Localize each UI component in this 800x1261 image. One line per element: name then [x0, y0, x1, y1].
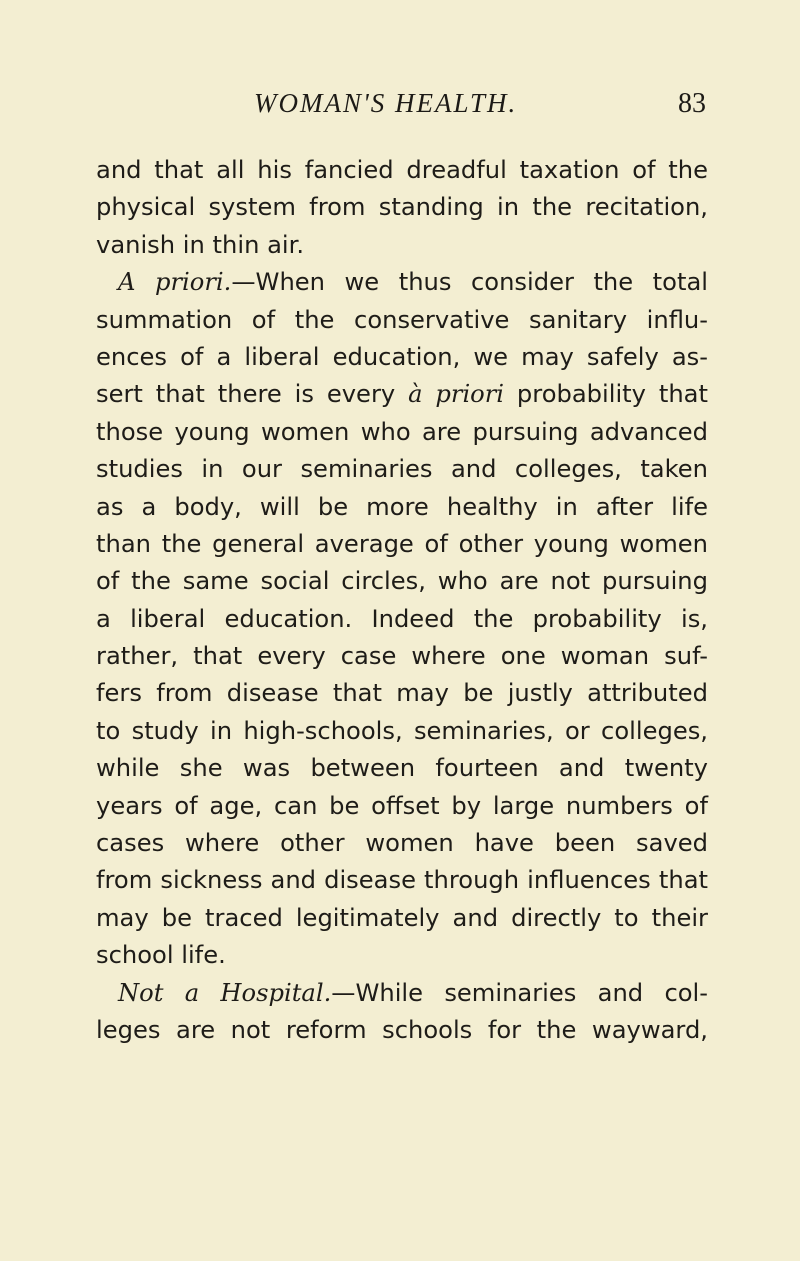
text-line: and that all his fancied dreadful taxation of the	[96, 156, 708, 184]
text-line: from sickness and disease through influences that	[96, 866, 708, 895]
text-line: rather, that every case where one woman suf-	[96, 642, 708, 671]
text-line: to study in high-schools, seminaries, or colleges,	[96, 716, 708, 745]
text-line: while she was between fourteen and twenty	[96, 754, 708, 783]
text-line: those young women who are pursuing advanced	[96, 417, 708, 446]
text-line-with-italic	[96, 376, 708, 413]
text-run: While seminaries and col-	[355, 978, 708, 1007]
paragraph-first-line	[96, 264, 708, 301]
text-line: a liberal education. Indeed the probability is,	[96, 604, 708, 633]
section-heading: Not a Hospital.	[118, 978, 332, 1007]
page-number: 83	[678, 88, 706, 119]
text-run: sert that there is every	[96, 380, 409, 409]
text-run: probability that	[504, 380, 708, 409]
text-line: as a body, will be more healthy in after life	[96, 492, 708, 521]
text-line: leges are not reform schools for the wayward,	[96, 1015, 708, 1044]
text-line: school life.	[96, 941, 226, 970]
text-line: ences of a liberal education, we may safely as-	[96, 342, 708, 371]
em-dash: —	[231, 268, 256, 297]
text-line: summation of the conservative sanitary influ-	[96, 305, 708, 334]
text-line: years of age, can be offset by large numbers of	[96, 791, 708, 820]
section-heading: A priori.	[118, 268, 232, 297]
running-head	[96, 88, 706, 128]
text-line: of the same social circles, who are not pursuing	[96, 567, 708, 596]
text-line: than the general average of other young women	[96, 529, 708, 558]
text-line: fers from disease that may be justly attributed	[96, 679, 708, 708]
italic-phrase: à priori	[408, 380, 505, 409]
text-line: physical system from standing in the recitation,	[96, 193, 708, 222]
running-title: WOMAN'S HEALTH.	[254, 88, 518, 118]
em-dash: —	[331, 978, 356, 1007]
text-line: studies in our seminaries and colleges, taken	[96, 455, 708, 484]
text-run: When we thus consider the total	[255, 268, 708, 297]
paragraph-first-line	[96, 975, 708, 1012]
text-line: may be traced legitimately and directly to their	[96, 903, 708, 932]
body-text	[96, 152, 708, 1049]
text-line: vanish in thin air.	[96, 230, 305, 259]
text-line: cases where other women have been saved	[96, 829, 708, 858]
